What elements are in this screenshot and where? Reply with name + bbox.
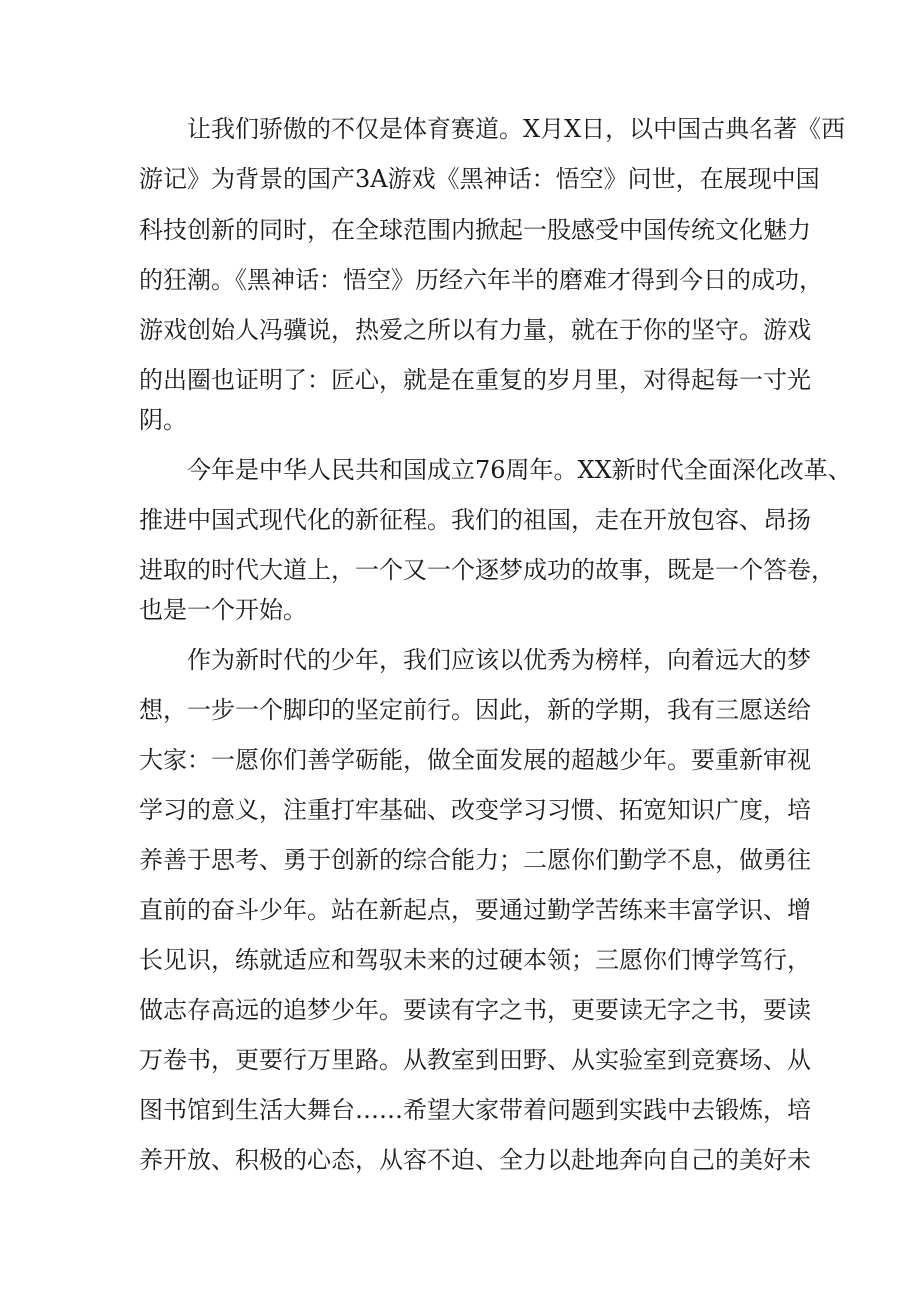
text-line: 万卷书，更要行万里路。从教室到田野、从实验室到竞赛场、从: [139, 1046, 811, 1074]
text-line: 的狂潮。《黑神话：悟空》历经六年半的磨难才得到今日的成功，: [139, 266, 823, 294]
text-line: 直前的奋斗少年。站在新起点，要通过勤学苦练来丰富学识、增: [139, 896, 811, 924]
text-line: 养开放、积极的心态，从容不迫、全力以赴地奔向自己的美好未: [139, 1146, 811, 1174]
text-line: 游记》为背景的国产3A游戏《黑神话：悟空》问世，在展现中国: [139, 165, 820, 193]
text-line: 图书馆到生活大舞台……希望大家带着问题到实践中去锻炼，培: [139, 1096, 811, 1124]
text-line: 大家：一愿你们善学砺能，做全面发展的超越少年。要重新审视: [139, 746, 811, 774]
text-line: 长见识，练就适应和驾驭未来的过硬本领；三愿你们博学笃行，: [139, 946, 811, 974]
text-line: 让我们骄傲的不仅是体育赛道。X月X日，以中国古典名著《西: [187, 115, 846, 143]
text-line: 今年是中华人民共和国成立76周年。XX新时代全面深化改革、: [187, 456, 852, 484]
text-line: 也是一个开始。: [139, 596, 307, 624]
text-line: 学习的意义，注重打牢基础、改变学习习惯、拓宽知识广度，培: [139, 796, 811, 824]
text-line: 科技创新的同时，在全球范围内掀起一股感受中国传统文化魅力: [139, 216, 811, 244]
text-line: 阴。: [139, 406, 187, 434]
text-line: 作为新时代的少年，我们应该以优秀为榜样，向着远大的梦: [187, 646, 811, 674]
text-line: 推进中国式现代化的新征程。我们的祖国，走在开放包容、昂扬: [139, 506, 811, 534]
text-line: 养善于思考、勇于创新的综合能力；二愿你们勤学不息，做勇往: [139, 846, 811, 874]
text-line: 进取的时代大道上，一个又一个逐梦成功的故事，既是一个答卷，: [139, 556, 835, 584]
text-line: 想，一步一个脚印的坚定前行。因此，新的学期，我有三愿送给: [139, 696, 811, 724]
text-line: 做志存高远的追梦少年。要读有字之书，更要读无字之书，要读: [139, 996, 811, 1024]
text-line: 游戏创始人冯骥说，热爱之所以有力量，就在于你的坚守。游戏: [139, 316, 811, 344]
text-line: 的出圈也证明了：匠心，就是在重复的岁月里，对得起每一寸光: [139, 366, 811, 394]
